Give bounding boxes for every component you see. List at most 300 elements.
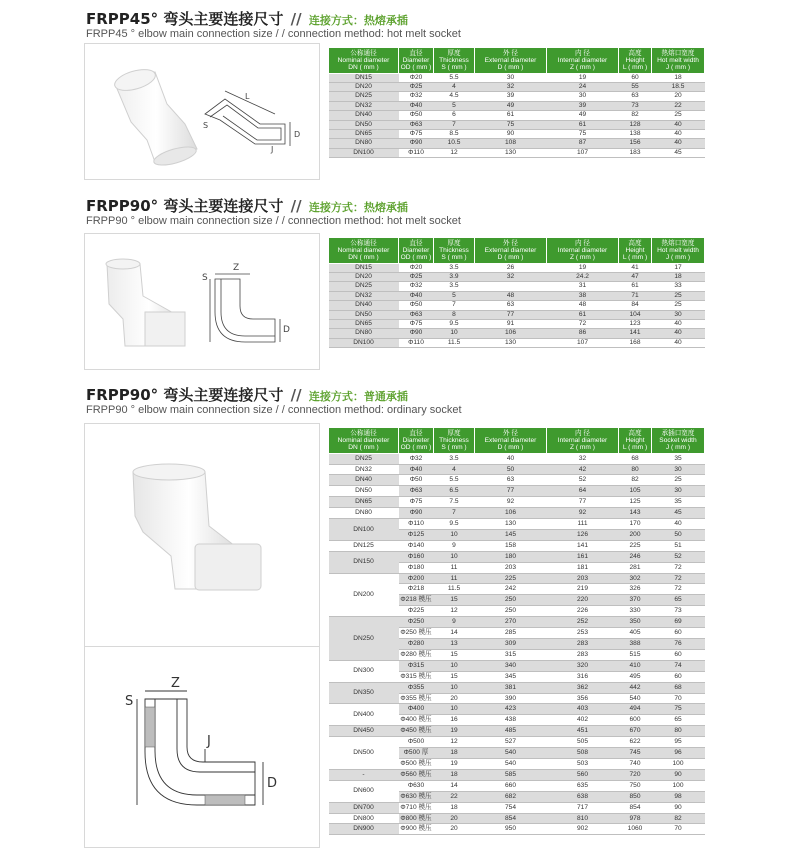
nominal-diameter-cell: DN400 bbox=[329, 704, 399, 726]
table-row bbox=[329, 617, 705, 628]
table-cell: 30 bbox=[475, 73, 547, 82]
table-cell: 82 bbox=[652, 813, 705, 824]
column-header-en: Diameter bbox=[402, 57, 430, 65]
table-cell: 24 bbox=[547, 83, 619, 92]
nominal-diameter-cell: DN40 bbox=[329, 475, 399, 486]
table-cell: 40 bbox=[652, 338, 705, 347]
column-header-unit: L ( mm ) bbox=[622, 64, 648, 72]
elbow-90-illustration bbox=[85, 234, 319, 369]
table-cell: 330 bbox=[619, 606, 652, 617]
table-cell: Φ218 bbox=[399, 584, 434, 595]
table-cell: 39 bbox=[475, 92, 547, 101]
table-cell: 585 bbox=[475, 769, 547, 780]
nominal-diameter-cell: DN350 bbox=[329, 682, 399, 704]
table-cell: 25 bbox=[652, 301, 705, 310]
column-header-cn: 厚度 bbox=[447, 240, 461, 247]
table-cell: 226 bbox=[547, 606, 619, 617]
table-cell: Φ32 bbox=[399, 453, 434, 464]
section1-title-cn: 弯头主要连接尺寸 bbox=[163, 10, 284, 28]
table-cell: 73 bbox=[619, 101, 652, 110]
table-cell: 754 bbox=[475, 802, 547, 813]
spec-table-hot-melt-45 bbox=[328, 47, 705, 158]
table-row bbox=[329, 737, 705, 748]
column-header-unit: S ( mm ) bbox=[441, 64, 467, 72]
table-cell: 70 bbox=[652, 824, 705, 835]
table-cell: 130 bbox=[475, 519, 547, 530]
table-cell: 42 bbox=[547, 464, 619, 475]
column-header bbox=[547, 428, 619, 454]
table-cell: DN80 bbox=[329, 329, 399, 338]
table-cell: 9 bbox=[434, 540, 475, 551]
nominal-diameter-cell: DN100 bbox=[329, 519, 399, 541]
table-cell: 505 bbox=[547, 737, 619, 748]
table-cell: 41 bbox=[619, 263, 652, 272]
table-cell: 527 bbox=[475, 737, 547, 748]
table-cell: 320 bbox=[547, 660, 619, 671]
table-cell: 156 bbox=[619, 139, 652, 148]
table-cell: 442 bbox=[619, 682, 652, 693]
table-row bbox=[329, 273, 705, 282]
column-header bbox=[547, 238, 619, 264]
table-cell: 68 bbox=[652, 682, 705, 693]
table-cell: 100 bbox=[652, 758, 705, 769]
column-header-cn: 直径 bbox=[409, 50, 423, 57]
nominal-diameter-cell: DN500 bbox=[329, 737, 399, 770]
table-cell: 250 bbox=[475, 606, 547, 617]
table-cell: 854 bbox=[619, 802, 652, 813]
column-header-en: Nominal diameter bbox=[337, 247, 390, 255]
nominal-diameter-cell: DN250 bbox=[329, 617, 399, 661]
table-cell: 18.5 bbox=[652, 83, 705, 92]
table-cell: 252 bbox=[547, 617, 619, 628]
section3-dimension-drawing bbox=[84, 646, 320, 848]
table-cell: 181 bbox=[547, 562, 619, 573]
table-cell: 64 bbox=[547, 486, 619, 497]
table-cell: 80 bbox=[619, 464, 652, 475]
table-cell: 63 bbox=[619, 92, 652, 101]
column-header-cn: 承插口宽度 bbox=[661, 430, 695, 437]
column-header-en: External diameter bbox=[484, 57, 537, 65]
table-cell: Φ250 模压 bbox=[399, 628, 434, 639]
column-header-cn: 热熔口宽度 bbox=[661, 240, 695, 247]
table-cell: 745 bbox=[619, 748, 652, 759]
table-cell bbox=[475, 282, 547, 291]
table-cell: Φ75 bbox=[399, 497, 434, 508]
column-header bbox=[652, 48, 705, 74]
table-cell: 75 bbox=[475, 120, 547, 129]
table-cell: 70 bbox=[652, 693, 705, 704]
column-header-unit: L ( mm ) bbox=[622, 444, 648, 452]
diagram2-label-s: S bbox=[202, 273, 208, 283]
elbow-90-ordinary-drawing bbox=[85, 647, 319, 847]
column-header-en: Nominal diameter bbox=[337, 57, 390, 65]
table-cell: 508 bbox=[547, 748, 619, 759]
column-header-unit: Z ( mm ) bbox=[570, 64, 595, 72]
column-header-en: Hot melt width bbox=[657, 247, 699, 255]
column-header-cn: 高度 bbox=[628, 430, 642, 437]
table-cell: 253 bbox=[547, 628, 619, 639]
table-cell: 106 bbox=[475, 329, 547, 338]
table-cell: Φ180 bbox=[399, 562, 434, 573]
table-cell: Φ50 bbox=[399, 301, 434, 310]
table-cell: 225 bbox=[475, 573, 547, 584]
column-header-unit: Z ( mm ) bbox=[570, 254, 595, 262]
table-cell: 285 bbox=[475, 628, 547, 639]
column-header-en: Thickness bbox=[439, 247, 469, 255]
table-cell: 76 bbox=[652, 639, 705, 650]
column-header-cn: 公称通径 bbox=[350, 50, 377, 57]
table-cell: 15 bbox=[434, 649, 475, 660]
table-cell: 82 bbox=[619, 475, 652, 486]
table-cell: Φ250 bbox=[399, 617, 434, 628]
column-header bbox=[619, 428, 652, 454]
table-cell: 7 bbox=[434, 120, 475, 129]
table-cell: 451 bbox=[547, 726, 619, 737]
table-cell: 138 bbox=[619, 130, 652, 139]
nominal-diameter-cell: DN450 bbox=[329, 726, 399, 737]
table-cell: 11.5 bbox=[434, 584, 475, 595]
table-cell: Φ140 bbox=[399, 540, 434, 551]
table-cell: 18 bbox=[434, 769, 475, 780]
table-cell: 61 bbox=[475, 111, 547, 120]
table-cell: 350 bbox=[619, 617, 652, 628]
elbow-45-illustration bbox=[85, 44, 319, 179]
table-cell: 622 bbox=[619, 737, 652, 748]
table-cell: 72 bbox=[547, 320, 619, 329]
table-row bbox=[329, 320, 705, 329]
table-cell: 495 bbox=[619, 671, 652, 682]
table-row bbox=[329, 660, 705, 671]
table-cell: 10 bbox=[434, 660, 475, 671]
column-header-unit: L ( mm ) bbox=[622, 254, 648, 262]
table-cell: 65 bbox=[652, 595, 705, 606]
table-row bbox=[329, 120, 705, 129]
nominal-diameter-cell: DN600 bbox=[329, 780, 399, 802]
table-cell: 75 bbox=[547, 130, 619, 139]
table-cell: 5.5 bbox=[434, 73, 475, 82]
column-header-en: External diameter bbox=[484, 247, 537, 255]
section3-product: FRPP90° bbox=[86, 386, 159, 404]
table-cell: 750 bbox=[619, 780, 652, 791]
table-cell: 270 bbox=[475, 617, 547, 628]
column-header-cn: 直径 bbox=[409, 430, 423, 437]
table-cell: 60 bbox=[652, 671, 705, 682]
table-cell: 403 bbox=[547, 704, 619, 715]
table-cell: 98 bbox=[652, 791, 705, 802]
table-cell: 40 bbox=[652, 120, 705, 129]
table-cell: DN100 bbox=[329, 148, 399, 157]
table-cell: Φ110 bbox=[399, 148, 434, 157]
table-cell: 18 bbox=[434, 748, 475, 759]
column-header-unit: D ( mm ) bbox=[497, 444, 524, 452]
table-cell: Φ25 bbox=[399, 83, 434, 92]
table-cell: Φ40 bbox=[399, 464, 434, 475]
table-cell: 47 bbox=[619, 273, 652, 282]
table-cell: 8.5 bbox=[434, 130, 475, 139]
table-cell: 4 bbox=[434, 464, 475, 475]
table-cell: 161 bbox=[547, 551, 619, 562]
table-cell: Φ560 模压 bbox=[399, 769, 434, 780]
table-cell: 61 bbox=[547, 120, 619, 129]
section3-title-cn: 弯头主要连接尺寸 bbox=[163, 386, 284, 404]
diagram3-label-j: J bbox=[207, 734, 211, 749]
table-cell: 63 bbox=[475, 301, 547, 310]
table-cell: 18 bbox=[434, 802, 475, 813]
table-cell: 111 bbox=[547, 519, 619, 530]
table-cell: Φ280 bbox=[399, 639, 434, 650]
table-cell: 32 bbox=[475, 273, 547, 282]
column-header bbox=[329, 48, 399, 74]
table-cell: 50 bbox=[475, 464, 547, 475]
table-cell: 19 bbox=[434, 726, 475, 737]
column-header-cn: 高度 bbox=[628, 240, 642, 247]
column-header bbox=[434, 238, 475, 264]
table-cell: 61 bbox=[619, 282, 652, 291]
nominal-diameter-cell: DN125 bbox=[329, 540, 399, 551]
nominal-diameter-cell: DN50 bbox=[329, 486, 399, 497]
nominal-diameter-cell: DN800 bbox=[329, 813, 399, 824]
nominal-diameter-cell: DN700 bbox=[329, 802, 399, 813]
table-cell: 423 bbox=[475, 704, 547, 715]
table-cell: Φ25 bbox=[399, 273, 434, 282]
table-cell: 14 bbox=[434, 628, 475, 639]
column-header-en: Diameter bbox=[402, 437, 430, 445]
table-cell: Φ50 bbox=[399, 111, 434, 120]
table-row bbox=[329, 301, 705, 310]
column-header bbox=[329, 238, 399, 264]
table-cell: 20 bbox=[652, 92, 705, 101]
section2-product-image bbox=[84, 233, 320, 370]
table-cell: Φ40 bbox=[399, 291, 434, 300]
column-header-cn: 外 径 bbox=[502, 240, 519, 247]
table-cell: 77 bbox=[547, 497, 619, 508]
column-header-en: Hot melt width bbox=[657, 57, 699, 65]
column-header-en: External diameter bbox=[484, 437, 537, 445]
section2-subtitle: FRPP90 ° elbow main connection size / / connection method: hot melt socket bbox=[86, 215, 461, 227]
table-cell: 10 bbox=[434, 551, 475, 562]
column-header bbox=[329, 428, 399, 454]
table-cell: Φ900 模压 bbox=[399, 824, 434, 835]
table-cell: 19 bbox=[434, 758, 475, 769]
table-cell: 10 bbox=[434, 682, 475, 693]
table-cell: 494 bbox=[619, 704, 652, 715]
table-cell: Φ500 模压 bbox=[399, 758, 434, 769]
table-row bbox=[329, 148, 705, 157]
table-cell: 309 bbox=[475, 639, 547, 650]
table-cell: Φ218 模压 bbox=[399, 595, 434, 606]
table-cell: 670 bbox=[619, 726, 652, 737]
table-row bbox=[329, 282, 705, 291]
table-cell: 48 bbox=[475, 291, 547, 300]
table-cell: Φ400 模压 bbox=[399, 715, 434, 726]
table-cell: 9.5 bbox=[434, 320, 475, 329]
table-cell: Φ40 bbox=[399, 101, 434, 110]
table-cell: 65 bbox=[652, 715, 705, 726]
table-cell: 3.5 bbox=[434, 282, 475, 291]
section3-sep: // bbox=[290, 386, 302, 404]
table-cell: 388 bbox=[619, 639, 652, 650]
table-cell: Φ110 bbox=[399, 338, 434, 347]
column-header-cn: 内 径 bbox=[574, 240, 591, 247]
column-header-unit: DN ( mm ) bbox=[348, 254, 379, 262]
table-cell: 40 bbox=[652, 139, 705, 148]
table-cell: 84 bbox=[619, 301, 652, 310]
table-cell: 25 bbox=[652, 475, 705, 486]
table-cell: 38 bbox=[547, 291, 619, 300]
column-header-cn: 直径 bbox=[409, 240, 423, 247]
table-cell: 225 bbox=[619, 540, 652, 551]
section3-subtitle: FRPP90 ° elbow main connection size / / connection method: ordinary socket bbox=[86, 404, 462, 416]
table-cell: 141 bbox=[547, 540, 619, 551]
table-cell: 19 bbox=[547, 73, 619, 82]
diagram1-label-j: J bbox=[271, 145, 274, 154]
table-cell: 60 bbox=[619, 73, 652, 82]
table-cell: Φ20 bbox=[399, 73, 434, 82]
column-header-cn: 厚度 bbox=[447, 430, 461, 437]
table-cell: 503 bbox=[547, 758, 619, 769]
column-header-en: Thickness bbox=[439, 57, 469, 65]
table-cell: Φ63 bbox=[399, 120, 434, 129]
table-row bbox=[329, 83, 705, 92]
table-cell: 30 bbox=[547, 92, 619, 101]
column-header-cn: 内 径 bbox=[574, 430, 591, 437]
table-cell: 660 bbox=[475, 780, 547, 791]
table-cell: Φ500 bbox=[399, 737, 434, 748]
table-cell: 82 bbox=[619, 111, 652, 120]
table-cell: 95 bbox=[652, 737, 705, 748]
table-cell: DN20 bbox=[329, 83, 399, 92]
section1-subtitle: FRPP45 ° elbow main connection size / / connection method: hot melt socket bbox=[86, 28, 461, 40]
table-cell: Φ160 bbox=[399, 551, 434, 562]
table-cell: 40 bbox=[652, 329, 705, 338]
table-cell: 560 bbox=[547, 769, 619, 780]
table-cell: 6.5 bbox=[434, 486, 475, 497]
table-cell: 3.9 bbox=[434, 273, 475, 282]
table-cell: 203 bbox=[547, 573, 619, 584]
table-cell: 7 bbox=[434, 301, 475, 310]
table-cell: 283 bbox=[547, 639, 619, 650]
table-cell: 854 bbox=[475, 813, 547, 824]
section1-title bbox=[86, 8, 408, 29]
table-cell: 3.5 bbox=[434, 263, 475, 272]
table-cell: Φ355 模压 bbox=[399, 693, 434, 704]
table-cell: 183 bbox=[619, 148, 652, 157]
table-cell: 45 bbox=[652, 508, 705, 519]
section1-product-image bbox=[84, 43, 320, 180]
table-cell: 381 bbox=[475, 682, 547, 693]
table-cell: 219 bbox=[547, 584, 619, 595]
table-cell: 60 bbox=[652, 649, 705, 660]
column-header-unit: DN ( mm ) bbox=[348, 444, 379, 452]
diagram3-label-z: Z bbox=[171, 676, 180, 691]
column-header-en: Height bbox=[625, 247, 645, 255]
table-cell: 5 bbox=[434, 291, 475, 300]
table-cell: Φ75 bbox=[399, 130, 434, 139]
table-cell: 281 bbox=[619, 562, 652, 573]
table-cell: 7.5 bbox=[434, 497, 475, 508]
table-cell: 92 bbox=[547, 508, 619, 519]
table-cell: 14 bbox=[434, 780, 475, 791]
table-row bbox=[329, 338, 705, 347]
column-header bbox=[475, 48, 547, 74]
table-row bbox=[329, 263, 705, 272]
table-cell: 30 bbox=[652, 486, 705, 497]
column-header-en: Internal diameter bbox=[557, 437, 608, 445]
table-cell: 32 bbox=[547, 453, 619, 464]
table-cell: 22 bbox=[434, 791, 475, 802]
table-cell: 10 bbox=[434, 704, 475, 715]
table-cell: 108 bbox=[475, 139, 547, 148]
column-header bbox=[399, 428, 434, 454]
table-cell: 31 bbox=[547, 282, 619, 291]
column-header-en: Internal diameter bbox=[557, 57, 608, 65]
table-cell: 11 bbox=[434, 573, 475, 584]
table-row bbox=[329, 769, 705, 780]
table-row bbox=[329, 101, 705, 110]
diagram3-label-d: D bbox=[267, 776, 278, 791]
table-cell: 6 bbox=[434, 111, 475, 120]
table-cell: 30 bbox=[652, 464, 705, 475]
table-cell: 20 bbox=[434, 693, 475, 704]
table-cell: 106 bbox=[475, 508, 547, 519]
section2-title bbox=[86, 195, 408, 216]
nominal-diameter-cell: DN200 bbox=[329, 573, 399, 617]
table-cell: 242 bbox=[475, 584, 547, 595]
table-cell: 405 bbox=[619, 628, 652, 639]
section3-title bbox=[86, 384, 408, 405]
table-cell: 45 bbox=[652, 148, 705, 157]
table-cell: DN25 bbox=[329, 282, 399, 291]
column-header-cn: 热熔口宽度 bbox=[661, 50, 695, 57]
section2-sep: // bbox=[290, 197, 302, 215]
column-header-en: Thickness bbox=[439, 437, 469, 445]
table-cell: 10.5 bbox=[434, 139, 475, 148]
table-cell: 143 bbox=[619, 508, 652, 519]
table-cell: 5.5 bbox=[434, 475, 475, 486]
table-cell: DN50 bbox=[329, 120, 399, 129]
table-cell: 25 bbox=[652, 291, 705, 300]
nominal-diameter-cell: DN65 bbox=[329, 497, 399, 508]
table-row bbox=[329, 475, 705, 486]
table-cell: 246 bbox=[619, 551, 652, 562]
table-cell: 123 bbox=[619, 320, 652, 329]
table-cell: 168 bbox=[619, 338, 652, 347]
table-cell: 52 bbox=[652, 551, 705, 562]
table-cell: 717 bbox=[547, 802, 619, 813]
table-cell: DN32 bbox=[329, 101, 399, 110]
table-cell: 126 bbox=[547, 529, 619, 540]
table-row bbox=[329, 111, 705, 120]
column-header-cn: 公称通径 bbox=[350, 430, 377, 437]
table-header-row bbox=[329, 48, 705, 74]
column-header-unit: J ( mm ) bbox=[665, 444, 691, 452]
table-cell: 104 bbox=[619, 310, 652, 319]
table-cell: 15 bbox=[434, 595, 475, 606]
column-header-unit: S ( mm ) bbox=[441, 444, 467, 452]
table-cell: 141 bbox=[619, 329, 652, 338]
table-cell: 978 bbox=[619, 813, 652, 824]
elbow-45-photo bbox=[112, 66, 198, 169]
table-cell: 11 bbox=[434, 562, 475, 573]
table-header-row bbox=[329, 238, 705, 264]
table-cell: 326 bbox=[619, 584, 652, 595]
column-header bbox=[652, 428, 705, 454]
table-cell: 682 bbox=[475, 791, 547, 802]
column-header-en: Height bbox=[625, 57, 645, 65]
table-cell: 24.2 bbox=[547, 273, 619, 282]
table-cell: 810 bbox=[547, 813, 619, 824]
table-cell: 720 bbox=[619, 769, 652, 780]
